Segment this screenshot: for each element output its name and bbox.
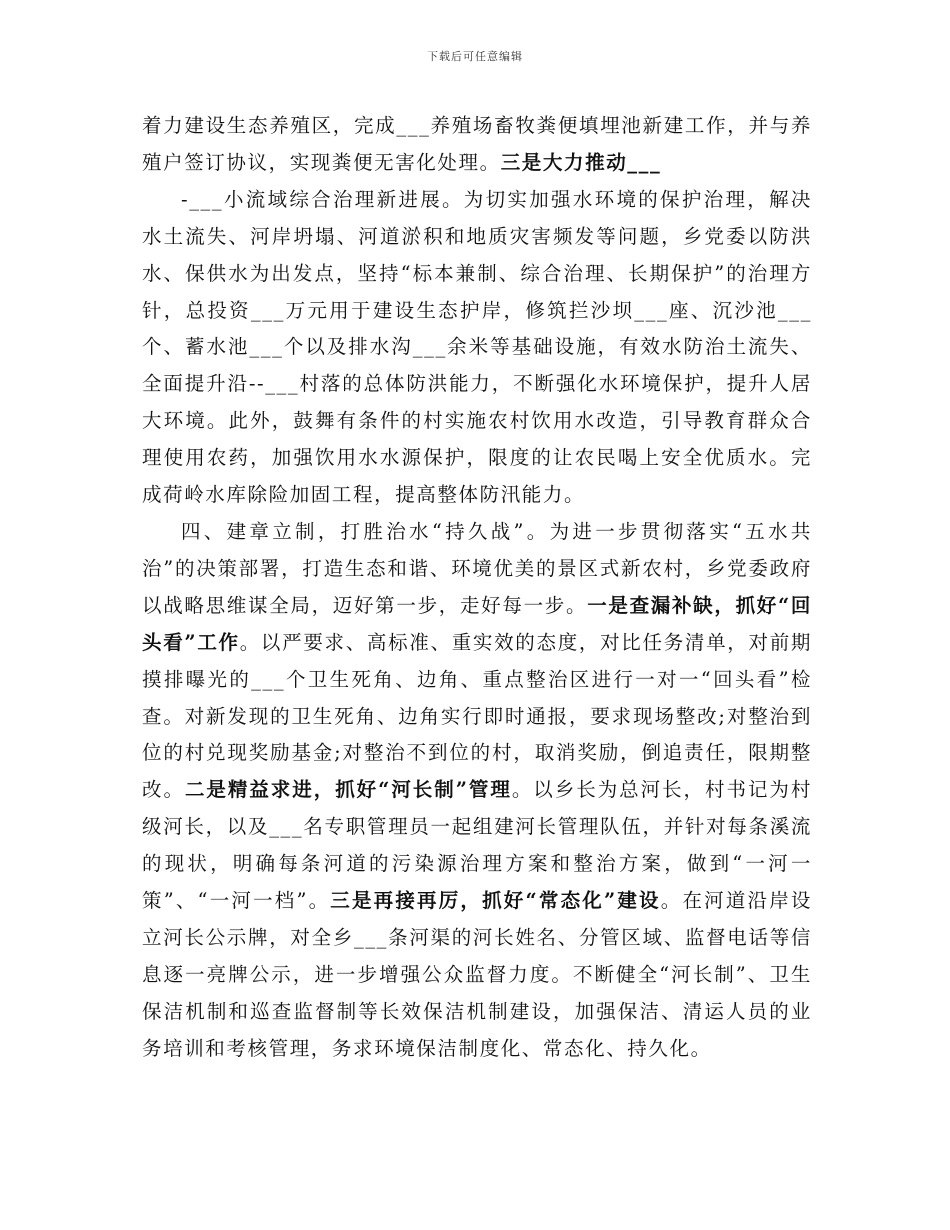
bold-text-segment: 二是精益求进，抓好“河长制”管理 bbox=[184, 778, 512, 802]
bold-text-segment: 一是查漏补缺，抓好“回头看”工作 bbox=[142, 593, 812, 654]
paragraph-1 bbox=[142, 108, 812, 182]
page-header: 下载后可任意编辑 bbox=[427, 50, 523, 63]
text-segment: 着力建设生态养殖区，完成___养殖场畜牧粪便填埋池新建工作，并与养殖户签订协议，实现粪便无害化处理。 bbox=[142, 114, 812, 174]
bold-text-segment: 三是再接再厉，抓好“常态化”建设 bbox=[330, 889, 661, 913]
text-segment: 。在河道沿岸设立河长公示牌，对全乡___条河渠的河长姓名、分管区域、监督电话等信息逐一亮牌公示，进一步增强公众监督力度。不断健全“河长制”、卫生保洁机制和巡查监督制等长效保洁机制建设，加强保洁、清运人员的业务培训和考核管理，务求环境保洁制度化、常态化、持久化。 bbox=[142, 889, 812, 1060]
document-body bbox=[142, 108, 812, 1068]
text-segment: -___小流域综合治理新进展。为切实加强水环境的保护治理，解决水土流失、河岸坍塌、河道淤积和地质灾害频发等问题，乡党委以防洪水、保供水为出发点，坚持“标本兼制、综合治理、长期保护”的治理方针，总投资___万元用于建设生态护岸，修筑拦沙坝___座、沉沙池___个、蓄水池___个以及排水沟___余米等基础设施，有效水防治土流失、全面提升沿--___村落的总体防洪能力，不断强化水环境保护，提升人居大环境。此外，鼓舞有条件的村实施农村饮用水改造，引导教育群众合理使用农药，加强饮用水水源保护，限度的让农民喝上安全优质水。完成荷岭水库除险加固工程，提高整体防汛能力。 bbox=[142, 187, 812, 507]
text-segment: 。以乡长为总河长，村书记为村级河长，以及___名专职管理员一起组建河长管理队伍，并针对每条溪流的现状，明确每条河道的污染源治理方案和整治方案，做到“一河一策”、“一河一档”。 bbox=[142, 778, 812, 913]
text-segment: 四、建章立制，打胜治水“持久战”。为进一步贯彻落实“五水共治”的决策部署，打造生态和谐、环境优美的景区式新农村，乡党委政府以战略思维谋全局，迈好第一步，走好每一步。 bbox=[142, 519, 812, 617]
paragraph-2 bbox=[142, 182, 812, 514]
paragraph-3 bbox=[142, 514, 812, 1068]
bold-text-segment: 三是大力推动___ bbox=[500, 150, 662, 174]
text-segment: 。以严要求、高标准、重实效的态度，对比任务清单，对前期摸排曝光的___个卫生死角、边角、重点整治区进行一对一“回头看”检查。对新发现的卫生死角、边角实行即时通报，要求现场整改;对整治到位的村兑现奖励基金;对整治不到位的村，取消奖励，倒追责任，限期整改。 bbox=[142, 630, 813, 802]
